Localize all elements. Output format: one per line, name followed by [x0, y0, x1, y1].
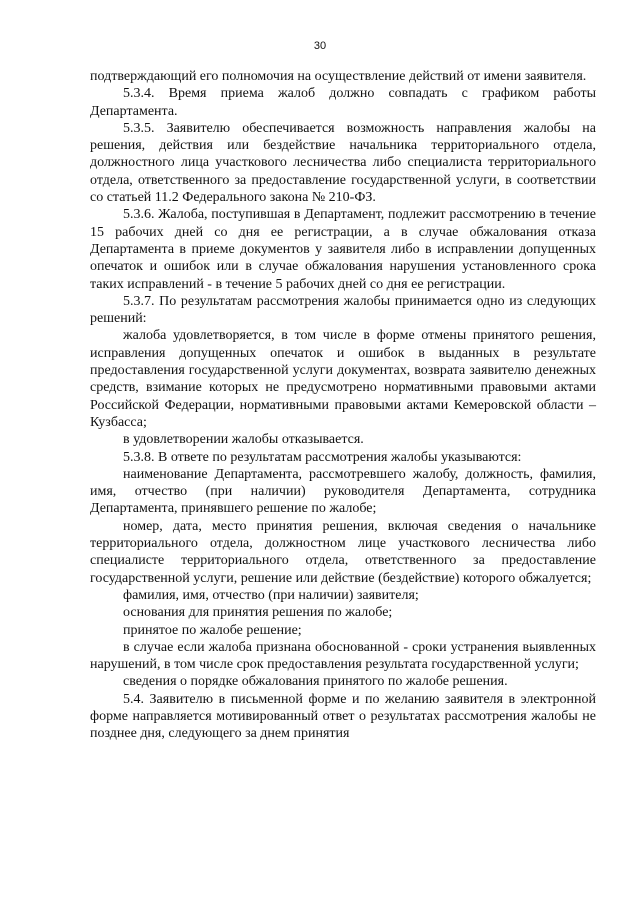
response-item-department: наименование Департамента, рассмотревшего жалобу, должность, фамилия, имя, отчество (при наличии) руководителя Департамента, сотрудника Департамента, принявшего решение по жалобе; — [90, 466, 596, 517]
paragraph-5-3-8: 5.3.8. В ответе по результатам рассмотрения жалобы указываются: — [123, 449, 522, 465]
paragraph-continuation: подтверждающий его полномочия на осуществление действий от имени заявителя. — [90, 69, 587, 84]
page-number: 30 — [313, 40, 327, 52]
response-item-remedy-terms: в случае если жалоба признана обоснованной - сроки устранения выявленных нарушений, в том числе срок предоставления результата государственной услуги; — [90, 639, 596, 673]
response-item-grounds: основания для принятия решения по жалобе; — [123, 605, 393, 621]
decision-option-refused: в удовлетворении жалобы отказывается. — [123, 432, 364, 448]
paragraph-5-4: 5.4. Заявителю в письменной форме и по желанию заявителя в электронной форме направляется мотивированный ответ о результатах рассмотрения жалобы не позднее дня, следующего за днем принятия — [90, 691, 596, 742]
document-body — [90, 68, 596, 743]
response-item-appeal-procedure: сведения о порядке обжалования принятого по жалобе решения. — [123, 674, 508, 690]
paragraph-5-3-4: 5.3.4. Время приема жалоб должно совпадать с графиком работы Департамента. — [90, 86, 596, 119]
response-item-decision: принятое по жалобе решение; — [123, 622, 302, 638]
response-item-applicant-name: фамилия, имя, отчество (при наличии) заявителя; — [123, 587, 419, 603]
decision-option-satisfied: жалоба удовлетворяется, в том числе в форме отмены принятого решения, исправления допущенных опечаток и ошибок в выданных в результате предоставления государственной услуги документах, возврата заявителю денежных средств, взимание которых не предусмотрено нормативными правовыми актами Российской Федерации, нормативными правовыми актами Кемеровской области – Кузбасса; — [90, 328, 596, 430]
paragraph-5-3-7: 5.3.7. По результатам рассмотрения жалобы принимается одно из следующих решений: — [90, 293, 596, 327]
response-item-decision-details: номер, дата, место принятия решения, включая сведения о начальнике территориального отдела, должностном лице участкового лесничества либо специалисте территориального отдела, ответственного за предоставление государственной услуги, решение или действие (бездействие) которого обжалуется; — [90, 518, 596, 586]
paragraph-5-3-6: 5.3.6. Жалоба, поступившая в Департамент, подлежит рассмотрению в течение 15 рабочих дней со дня ее регистрации, а в случае обжалования отказа Департамента в приеме документов у заявителя либо в исправлении допущенных опечаток и ошибок или в случае обжалования нарушения установленного срока таких исправлений - в течение 5 рабочих дней со дня ее регистрации. — [90, 207, 596, 292]
paragraph-5-3-5: 5.3.5. Заявителю обеспечивается возможность направления жалобы на решения, действия или бездействие начальника территориального отдела, должностного лица участкового лесничества либо специалиста территориального отдела, ответственного за предоставление государственной услуги, в соответствии со статьей 11.2 Федерального закона № 210-ФЗ. — [90, 120, 596, 206]
